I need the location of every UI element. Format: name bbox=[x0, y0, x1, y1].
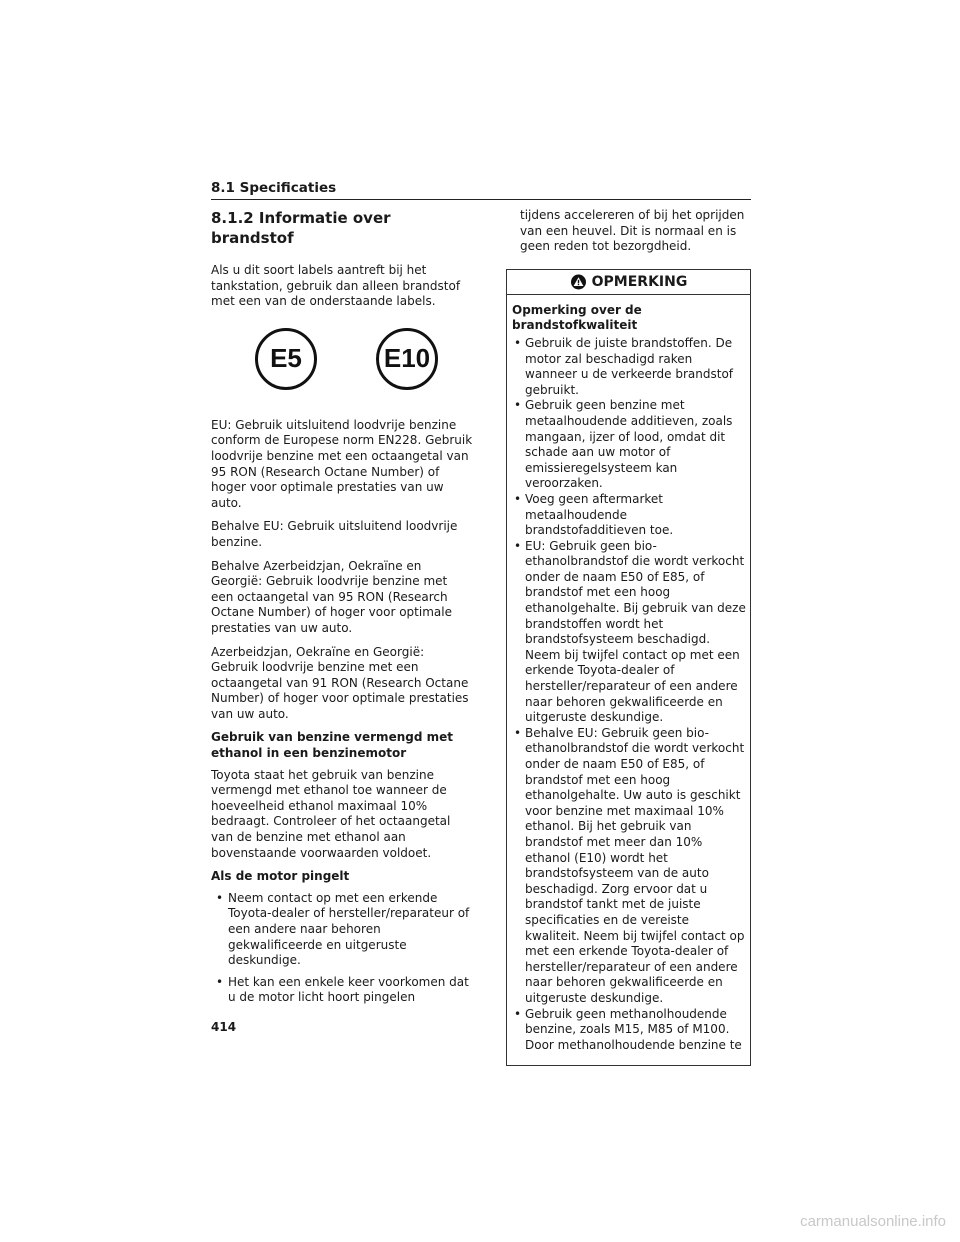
list-item: • EU: Gebruik geen bio-ethanolbrandstof die wordt verkocht onder de naam E50 of E85, of brandstof met een hoog ethanolgehalte. Bij gebruik van deze brandstoffen wordt het brandstofsysteem beschadigd. Neem bij twijfel contact op met een erkende Toyota-dealer of hersteller/reparateur of een andere naar behoren gekwalificeerde en uitgeruste deskundige. bbox=[512, 539, 747, 726]
notice-body bbox=[507, 295, 750, 1066]
ethanol-heading: Gebruik van benzine vermengd met ethanol in een benzinemotor bbox=[211, 730, 453, 761]
notice-box bbox=[506, 269, 751, 1067]
paragraph-eu: EU: Gebruik uitsluitend loodvrije benzine conform de Europese norm EN228. Gebruik loodvrije benzine met een octaangetal van 95 RON (Research Octane Number) of hoger voor optimale prestaties van uw auto. bbox=[211, 417, 473, 510]
notice-header bbox=[507, 270, 750, 295]
intro-paragraph: Als u dit soort labels aantreft bij het tankstation, gebruik dan alleen brandstof met een van de onderstaande labels. bbox=[211, 263, 461, 309]
knock-heading: Als de motor pingelt bbox=[211, 869, 350, 884]
knock-continuation: tijdens accelereren of bij het oprijden van een heuvel. Dit is normaal en is geen reden tot bezorgdheid. bbox=[520, 208, 745, 254]
notice-subtitle: Opmerking over de brandstofkwaliteit bbox=[512, 302, 642, 333]
list-item: • Gebruik geen methanolhoudende benzine, zoals M15, M85 of M100. Door methanolhoudende benzine te bbox=[512, 1007, 747, 1054]
notice-list bbox=[512, 336, 747, 1053]
warning-icon bbox=[570, 274, 587, 290]
running-header bbox=[211, 177, 751, 200]
watermark: carmanualsonline.info bbox=[800, 1213, 946, 1230]
paragraph-az: Azerbeidzjan, Oekraïne en Georgië: Gebruik loodvrije benzine met een octaangetal van 91 RON (Research Octane Number) of hoger voor optimale prestaties van uw auto. bbox=[211, 644, 469, 721]
fuel-labels bbox=[211, 318, 473, 410]
page-number: 414 bbox=[211, 1020, 237, 1034]
paragraph-non-az: Behalve Azerbeidzjan, Oekraïne en Georgië: Gebruik loodvrije benzine met een octaangetal van 95 RON (Research Octane Number) of hoger voor optimale prestaties van uw auto. bbox=[211, 558, 452, 635]
list-item: • Behalve EU: Gebruik geen bio-ethanolbrandstof die wordt verkocht onder de naam E50 of E85, of brandstof met een hoog ethanolgehalte. Uw auto is geschikt voor benzine met maximaal 10% ethanol. Bij het gebruik van brandstof met meer dan 10% ethanol (E10) wordt het brandstofsysteem van de auto beschadigd. Zorg ervoor dat u brandstof tankt met de juiste specificaties en de vereiste kwaliteit. Neem bij twijfel contact op met een erkende Toyota-dealer of hersteller/reparateur of een andere naar behoren gekwalificeerde en uitgeruste deskundige. bbox=[512, 726, 747, 1007]
header-title: 8.1 Specificaties bbox=[211, 180, 337, 196]
notice-title: OPMERKING bbox=[591, 273, 688, 290]
right-column bbox=[506, 208, 751, 1066]
left-column bbox=[211, 208, 473, 1014]
list-item: • Het kan een enkele keer voorkomen dat u de motor licht hoort pingelen bbox=[211, 975, 473, 1006]
list-item: • Neem contact op met een erkende Toyota-dealer of hersteller/reparateur of een andere naar behoren gekwalificeerde en uitgeruste deskundige. bbox=[211, 891, 473, 969]
list-item: • Gebruik geen benzine met metaalhoudende additieven, zoals mangaan, ijzer of lood, omdat dit schade aan uw motor of emissieregelsysteem kan veroorzaken. bbox=[512, 398, 747, 492]
knock-list bbox=[211, 891, 473, 1006]
e10-label-icon: E10 bbox=[376, 328, 438, 390]
list-item: • Voeg geen aftermarket metaalhoudende brandstofadditieven toe. bbox=[512, 492, 747, 539]
list-item: • Gebruik de juiste brandstoffen. De motor zal beschadigd raken wanneer u de verkeerde brandstof gebruikt. bbox=[512, 336, 747, 398]
e5-label-icon: E5 bbox=[255, 328, 317, 390]
section-title: 8.1.2 Informatie over brandstof bbox=[211, 209, 391, 247]
ethanol-paragraph: Toyota staat het gebruik van benzine vermengd met ethanol toe wanneer de hoeveelheid ethanol maximaal 10% bedraagt. Controleer of het octaangetal van de benzine met ethanol aan bovenstaande voorwaarden voldoet. bbox=[211, 767, 451, 860]
paragraph-non-eu: Behalve EU: Gebruik uitsluitend loodvrije benzine. bbox=[211, 519, 458, 549]
